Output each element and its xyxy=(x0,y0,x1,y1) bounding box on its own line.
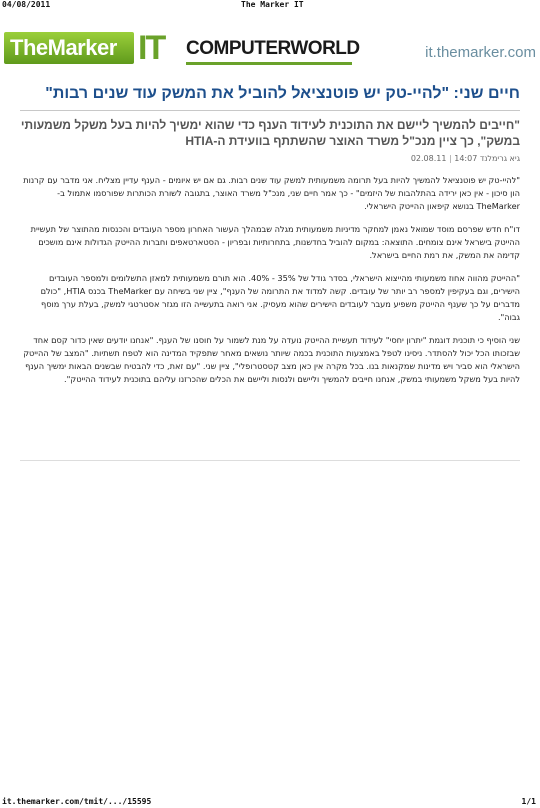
article-byline xyxy=(20,153,520,164)
publish-time: 14:07 xyxy=(454,154,478,163)
article-headline: חיים שני: "להיי-טק יש פוטנציאל להוביל את המשק עוד שנים רבות" xyxy=(45,85,520,102)
article-body xyxy=(20,174,520,386)
themarker-logo-text: TheMarker xyxy=(10,35,117,60)
byline-separator: | xyxy=(446,154,452,163)
article-paragraph: שני הוסיף כי תוכנית דוגמת "יתרון יחסי" לעידוד תעשיית ההייטק נועדה על מנת לשמור על חוסנו של הענף. "אנחנו יודעים שאין כדור קסם אחד שבזכותו הכל יכול להסתדר. ניסינו לטפל באמצעות התוכנית בכמה שיותר נושאים מאחר שתפקיד המדינה הוא לטפח תשתיות. "המצב של ההייטק הישראלי הוא סביר ויש מדינות שמקנאות בנו. בכל מקרה אין כאן מצב קטסטרופלי", ציין שני. "עם זאת, כדי להבטיח שבשנים הבאות ימשיך הענף להיות בעל משקל משמעותי במשק, אנחנו חייבים להמשיך וליישם ולנסות וליישם את הכלים שהכרזנו עליהם בתוכנית לעידוד ההייטק". xyxy=(23,335,520,384)
article-paragraph: "להיי-טק יש פוטנציאל להמשיך להיות בעל תרומה משמעותית למשק עוד שנים רבות. גם אם יש איומים - הענף עדיין מצליח. אני מדבר עם קרנות הון סיכון - אין כאן ירידה בהתלהבות של היזמים" - כך אמר חיים שני, מנכ"ל משרד האוצר, בתגובה לשורת הכותרות שפורסמו אתמול ב- TheMarker בנושא קיפאון ההייטק הישראלי. xyxy=(23,175,520,211)
print-footer xyxy=(0,794,540,808)
print-date: 04/08/2011 xyxy=(2,0,51,9)
logo-underline xyxy=(186,62,352,65)
article-paragraph: "ההייטק מהווה אחוז משמעותי מהייצוא הישראלי, בסדר גודל של 35% - 40%. הוא תורם משמעותית למאזן התשלומים ולמספר העובדים הישירים, וגם בעקיפין למספר רב יותר של עובדים. קשה למדוד את התרומה של הענף", ציין שני בשיחה עם TheMarker בכנס HTIA, "כולם מדברים על כך שענף ההייטק משפיע מעבר לעובדים הישירים שהוא מעסיק. אני רואה בתעשייה הזו מגזר אסטרטגי למשק, בעלת ערך מוסף גבוה". xyxy=(40,273,520,322)
site-domain[interactable]: it.themarker.com xyxy=(425,44,536,61)
computerworld-logo: COMPUTERWORLD xyxy=(186,38,360,59)
it-logo: IT xyxy=(138,29,165,67)
article-paragraph: דו"ח חדש שפרסם מוסד שמואל נאמן למחקר מדיניות משמעותית מגלה שבמהלך העשור האחרון מספר העובדים והכנסות מהתוצר של תעשיית ההייטק בישראל אינם צומחים. התוצאה: במקום להוביל בחדשנות, בתחרותיות ובפריון - הסטארטאפים וחברות ההייטק הגדולות אינם מושכים קדימה את המשק, את רמת החיים בישראל. xyxy=(30,224,520,260)
print-url: it.themarker.com/tmit/.../15595 xyxy=(2,797,152,806)
print-header xyxy=(0,0,540,14)
site-banner[interactable] xyxy=(4,30,536,68)
article-subhead: "חייבים להמשיך ליישם את התוכנית לעידוד הענף כדי שהוא ימשיך להיות בעל משקל משמעותי במשק", כך ציין מנכ"ל משרד האוצר שהשתתף בוועידת ה-HTIA xyxy=(20,118,520,148)
themarker-logo[interactable] xyxy=(4,32,134,64)
author-name[interactable]: גיא גרימלנד xyxy=(479,154,520,163)
headline-divider xyxy=(20,110,520,111)
print-title: The Marker IT xyxy=(241,0,304,9)
publish-date: 02.08.11 xyxy=(410,154,447,163)
article-end-divider xyxy=(20,460,520,461)
article xyxy=(20,78,520,396)
page-number: 1/1 xyxy=(521,797,536,806)
